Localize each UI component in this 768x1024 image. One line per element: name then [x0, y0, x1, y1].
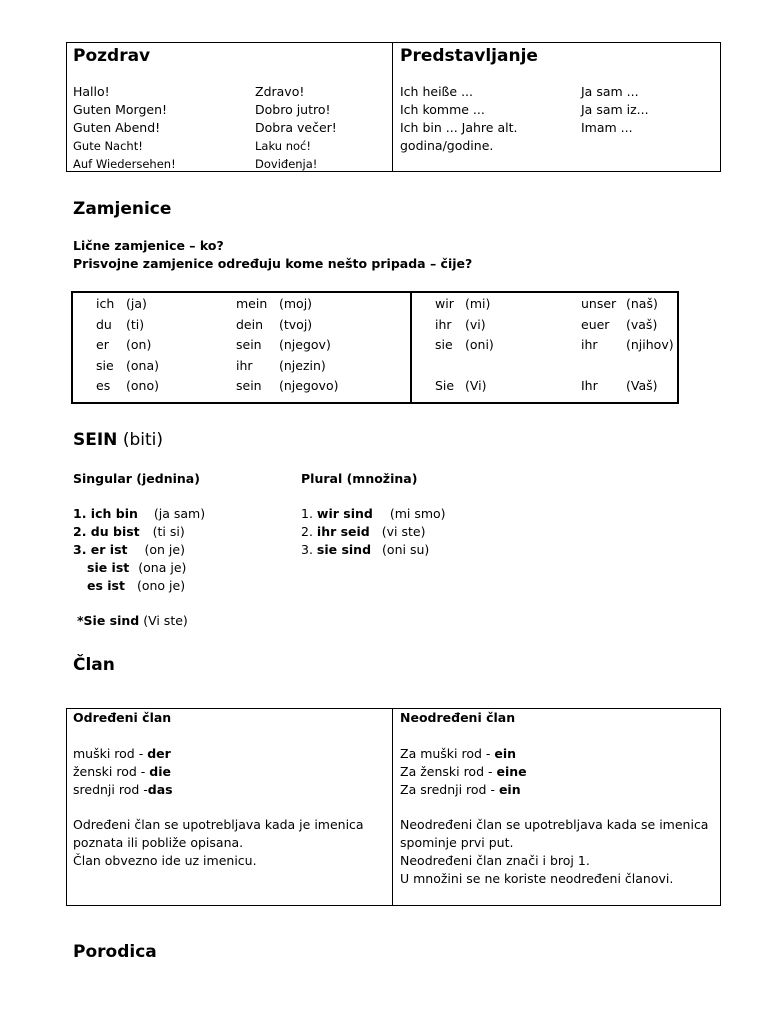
possessive-translation: (vaš): [626, 316, 658, 332]
singular-list: [73, 505, 205, 595]
formal-verb: *Sie sind: [77, 613, 140, 628]
list-item: Guten Abend!: [73, 120, 161, 135]
possessive-col-plural: [581, 294, 616, 397]
possessive-translation: (njezin): [279, 357, 326, 373]
gender-label: srednji rod -: [73, 782, 148, 797]
sein-title: [73, 430, 163, 450]
pronoun-translation: (oni): [465, 337, 494, 352]
greetings-title: Pozdrav: [73, 46, 151, 66]
introduction-german-list: [400, 83, 517, 155]
pronoun: er: [96, 337, 109, 352]
verb-form: wir sind: [316, 506, 373, 521]
greetings-bosnian-list: [255, 83, 337, 173]
pronoun: du: [96, 316, 112, 332]
pronoun-translation-col-plural: [465, 294, 494, 397]
list-item: Laku noć!: [255, 139, 311, 153]
formal-translation: (Vi ste): [139, 613, 188, 628]
verb-form: sie ist: [87, 560, 130, 575]
verb-form: sie sind: [316, 542, 372, 557]
list-item: Guten Morgen!: [73, 102, 168, 117]
pronoun-translation-col: [126, 294, 159, 397]
list-item: [73, 523, 205, 541]
possessive: unser: [581, 296, 617, 311]
possessive-translation-col-plural: [626, 294, 674, 397]
possessive-translation: (njihov): [626, 337, 674, 352]
text-line: Neodređeni član se upotrebljava kada se imenica: [400, 817, 709, 832]
indefinite-list: [400, 745, 527, 799]
pronoun: sie: [435, 337, 453, 352]
article-word: eine: [496, 764, 527, 779]
possessive: Ihr: [581, 378, 598, 393]
pronouns-title: Zamjenice: [73, 199, 172, 219]
greetings-german-list: [73, 83, 176, 173]
list-item: [301, 523, 446, 541]
list-item: Ich komme ...: [400, 102, 485, 117]
text-line: Neodređeni član znači i broj 1.: [400, 853, 590, 868]
article-word: das: [147, 782, 173, 797]
list-item: Ich heiße ...: [400, 84, 473, 99]
possessive-translation: (moj): [279, 296, 313, 311]
family-title: Porodica: [73, 942, 157, 962]
article-title: Član: [73, 655, 115, 675]
possessive-translation: (Vaš): [626, 378, 658, 393]
possessive: mein: [236, 296, 268, 311]
article-word: der: [147, 746, 171, 761]
list-item: Imam ...: [581, 120, 633, 135]
article-word: ein: [498, 782, 521, 797]
list-item: Auf Wiedersehen!: [73, 157, 176, 171]
list-item: [301, 541, 446, 559]
list-item: [301, 505, 446, 523]
gender-label: Za srednji rod -: [400, 782, 499, 797]
greetings-divider: [392, 42, 393, 172]
translation: (on je): [144, 542, 185, 557]
possessive-translation: (tvoj): [279, 316, 313, 332]
indefinite-heading: Neodređeni član: [400, 710, 516, 725]
pronoun-translation: (ja): [126, 296, 147, 311]
possessive: sein: [236, 378, 262, 393]
pronoun-col-plural: [435, 294, 454, 397]
verb-form: ihr seid: [316, 524, 370, 539]
indefinite-explanation: [400, 816, 708, 888]
possessive: dein: [236, 316, 264, 332]
translation: (ono je): [136, 578, 186, 593]
list-item: [400, 781, 527, 799]
singular-heading: Singular (jednina): [73, 471, 200, 486]
text-line: poznata ili pobliže opisana.: [73, 835, 244, 850]
pronoun-translation: (ono): [126, 378, 159, 393]
list-item: [73, 541, 205, 559]
verb-form: 2. du bist: [73, 524, 140, 539]
text-line: U množini se ne koriste neodređeni članovi.: [400, 871, 674, 886]
pronoun: ich: [96, 296, 115, 311]
plural-heading: Plural (množina): [301, 471, 418, 486]
translation: (mi smo): [389, 506, 446, 521]
list-item: Dobra večer!: [255, 120, 337, 135]
formal-note: [77, 612, 188, 630]
pronoun-col: [96, 294, 114, 397]
definite-list: [73, 745, 173, 799]
gender-label: muški rod -: [73, 746, 148, 761]
possessive: sein: [236, 337, 262, 352]
possessive-translation: (naš): [626, 296, 658, 311]
introduction-title: Predstavljanje: [400, 46, 538, 66]
translation: (ona je): [138, 560, 187, 575]
list-item: [73, 559, 205, 577]
possessive: ihr: [581, 337, 598, 352]
possessive: ihr: [236, 357, 253, 373]
list-item: godina/godine.: [400, 138, 494, 153]
translation: (oni su): [382, 542, 430, 557]
pronoun-translation: (mi): [465, 296, 491, 311]
possessive: [581, 356, 616, 377]
article-word: ein: [494, 746, 517, 761]
possessive-translation-col: [279, 294, 338, 397]
possessive-col: [236, 294, 267, 397]
verb-form: 3. er ist: [73, 542, 128, 557]
list-item: Zdravo!: [255, 84, 305, 99]
list-item: [73, 577, 205, 595]
pronoun: sie: [96, 357, 114, 373]
list-item: Gute Nacht!: [73, 139, 143, 153]
list-item: [400, 745, 527, 763]
article-word: die: [149, 764, 171, 779]
pronoun-translation: (ona): [126, 357, 159, 373]
pronoun: [435, 356, 454, 377]
pronoun: ihr: [435, 316, 452, 332]
plural-list: [301, 505, 446, 559]
pronoun-translation: (on): [126, 337, 152, 352]
sein-title-verb: SEIN: [73, 430, 118, 450]
list-item: Dobro jutro!: [255, 102, 331, 117]
pronouns-line-2: Prisvojne zamjenice određuju kome nešto pripada – čije?: [73, 256, 473, 271]
list-item: [400, 763, 527, 781]
pronoun-translation: (ti): [126, 316, 145, 332]
text-line: spominje prvi put.: [400, 835, 514, 850]
pronoun: es: [96, 378, 111, 393]
possessive: euer: [581, 316, 610, 332]
pronouns-line-1: Lične zamjenice – ko?: [73, 238, 224, 253]
list-item: Hallo!: [73, 84, 110, 99]
translation: (ti si): [152, 524, 185, 539]
list-number: 1.: [301, 506, 317, 521]
possessive-translation: (njegov): [279, 337, 331, 352]
definite-heading: Određeni član: [73, 710, 172, 725]
gender-label: ženski rod -: [73, 764, 150, 779]
text-line: Određeni član se upotrebljava kada je imenica: [73, 817, 364, 832]
verb-form: es ist: [87, 578, 125, 593]
sein-title-translation: (biti): [117, 430, 163, 450]
pronoun-translation: (vi): [465, 316, 486, 332]
translation: (ja sam): [153, 506, 206, 521]
list-number: 2.: [301, 524, 317, 539]
list-item: Ja sam ...: [581, 84, 639, 99]
pronouns-divider: [410, 291, 412, 404]
pronoun: wir: [435, 296, 454, 311]
pronoun-translation: [465, 356, 494, 377]
translation: (vi ste): [381, 524, 426, 539]
list-number: 3.: [301, 542, 317, 557]
possessive-translation: [626, 356, 674, 377]
article-divider: [392, 708, 393, 906]
text-line: Član obvezno ide uz imenicu.: [73, 853, 257, 868]
list-item: [73, 781, 173, 799]
pronoun-translation: (Vi): [465, 378, 487, 393]
gender-label: Za ženski rod -: [400, 764, 497, 779]
list-item: [73, 745, 173, 763]
list-item: [73, 763, 173, 781]
list-item: [73, 505, 205, 523]
gender-label: Za muški rod -: [400, 746, 495, 761]
possessive-translation: (njegovo): [279, 378, 339, 393]
definite-explanation: [73, 816, 364, 870]
list-item: Ja sam iz...: [581, 102, 649, 117]
introduction-bosnian-list: [581, 83, 649, 137]
list-item: Ich bin ... Jahre alt.: [400, 120, 518, 135]
list-item: Doviđenja!: [255, 157, 318, 171]
pronoun: Sie: [435, 378, 455, 393]
verb-form: 1. ich bin: [73, 506, 138, 521]
